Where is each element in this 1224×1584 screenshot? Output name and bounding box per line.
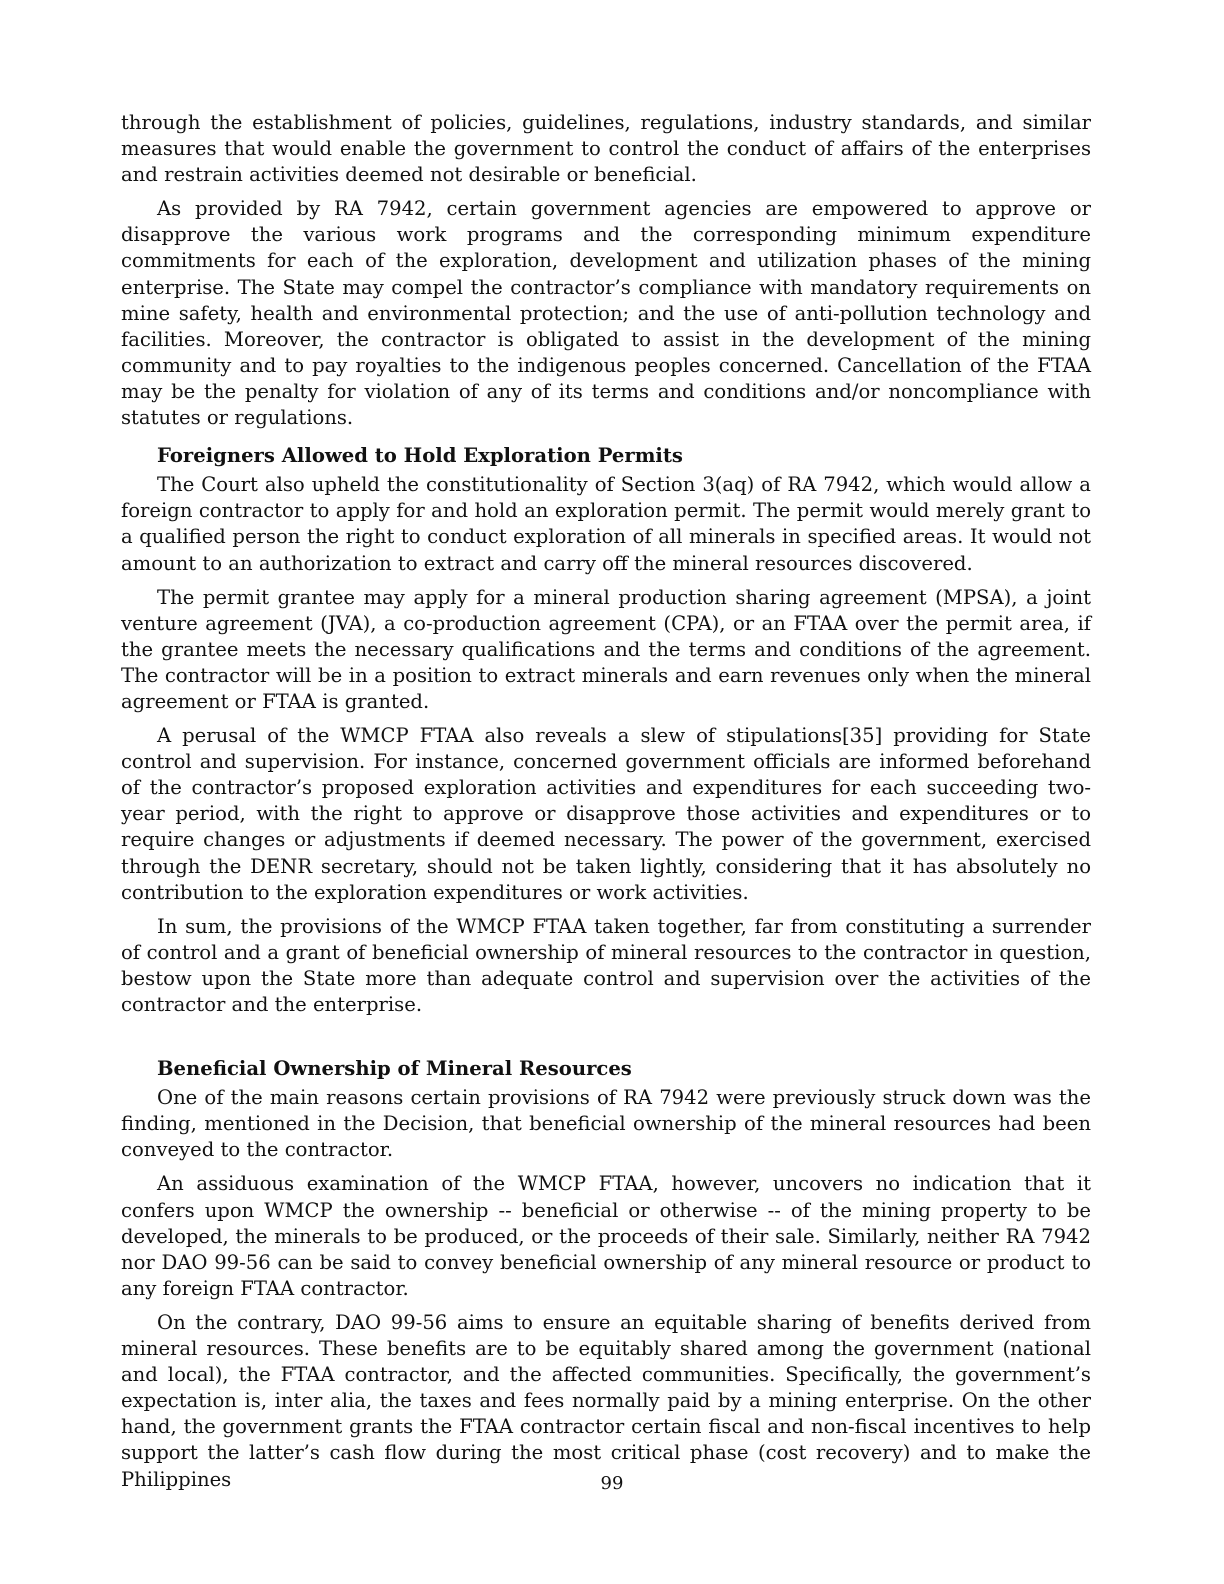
section-heading: Foreigners Allowed to Hold Exploration Permits [157,444,683,468]
document-page [121,110,1091,1501]
section-heading: Beneficial Ownership of Mineral Resources [157,1057,632,1081]
paragraph: A perusal of the WMCP FTAA also reveals a slew of stipulations[35] providing for State control and supervision. For instance, concerned government officials are informed beforehand of the contractor’s proposed exploration activities and expenditures for each succeeding two-year period, with the right to approve or disapprove those activities and expenditures or to require changes or adjustments if deemed necessary. The power of the government, exercised through the DENR secretary, should not be taken lightly, considering that it has absolutely no contribution to the exploration expenditures or work activities. [121,724,1091,904]
paragraph: As provided by RA 7942, certain government agencies are empowered to approve or disapprove the various work programs and the corresponding minimum expenditure commitments for each of the exploration, development and utilization phases of the mining enterprise. The State may compel the contractor’s compliance with mandatory requirements on mine safety, health and environmental protection; and the use of anti-pollution technology and facilities. Moreover, the contractor is obligated to assist in the development of the mining community and to pay royalties to the indigenous peoples concerned. Cancellation of the FTAA may be the penalty for violation of any of its terms and conditions and/or noncompliance with statutes or regulations. [121,197,1091,430]
paragraph: An assiduous examination of the WMCP FTAA, however, uncovers no indication that it confers upon WMCP the ownership -- beneficial or otherwise -- of the mining property to be developed, the minerals to be produced, or the proceeds of their sale. Similarly, neither RA 7942 nor DAO 99-56 can be said to convey beneficial ownership of any mineral resource or product to any foreign FTAA contractor. [121,1172,1091,1300]
paragraph: In sum, the provisions of the WMCP FTAA taken together, far from constituting a surrender of control and a grant of beneficial ownership of mineral resources to the contractor in question, bestow upon the State more than adequate control and supervision over the activities of the contractor and the enterprise. [121,914,1091,1016]
paragraph: On the contrary, DAO 99-56 aims to ensure an equitable sharing of benefits derived from mineral resources. These benefits are to be equitably shared among the government (national and local), the FTAA contractor, and the affected communities. Specifically, the government’s expectation is, inter alia, the taxes and fees normally paid by a mining enterprise. On the other hand, the government grants the FTAA contractor certain fiscal and non-fiscal incentives to help support the latter’s cash flow during the most critical phase (cost recovery) and to make the Philippines [121,1310,1091,1491]
page-number: 99 [600,1473,624,1494]
paragraph: The permit grantee may apply for a mineral production sharing agreement (MPSA), a joint venture agreement (JVA), a co-production agreement (CPA), or an FTAA over the permit area, if the grantee meets the necessary qualifications and the terms and conditions of the agreement. The contractor will be in a position to extract minerals and earn revenues only when the mineral agreement or FTAA is granted. [121,585,1091,713]
paragraph: One of the main reasons certain provisions of RA 7942 were previously struck down was the finding, mentioned in the Decision, that beneficial ownership of the mineral resources had been conveyed to the contractor. [121,1086,1091,1162]
paragraph: The Court also upheld the constitutionality of Section 3(aq) of RA 7942, which would allow a foreign contractor to apply for and hold an exploration permit. The permit would merely grant to a qualified person the right to conduct exploration of all minerals in specified areas. It would not amount to an authorization to extract and carry off the mineral resources discovered. [121,473,1091,575]
paragraph-continued: through the establishment of policies, guidelines, regulations, industry standards, and similar measures that would enable the government to control the conduct of affairs of the enterprises and restrain activities deemed not desirable or beneficial. [121,111,1091,187]
